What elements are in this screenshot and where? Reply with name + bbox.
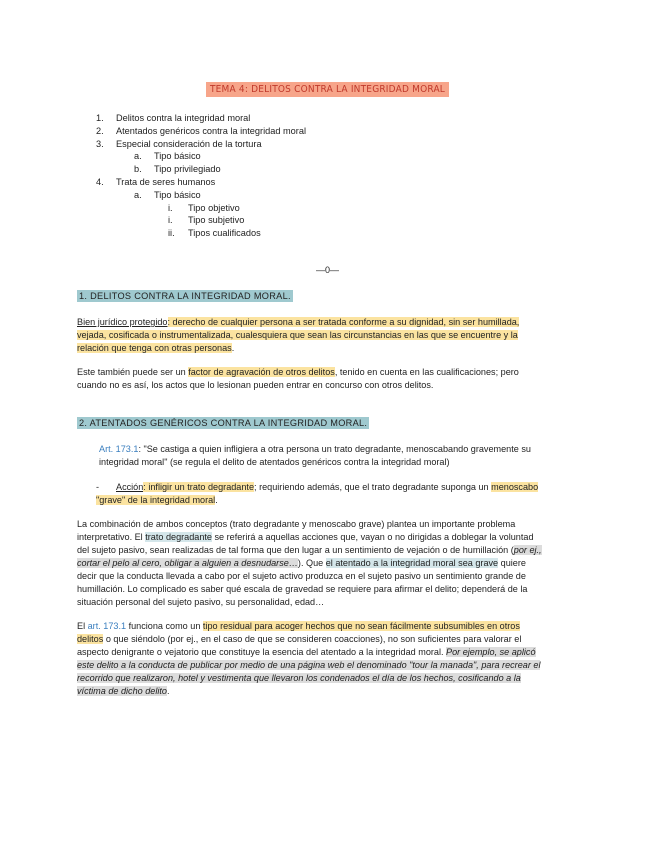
highlight-span: factor de agravación de otros delitos — [188, 367, 335, 377]
toc-item-label: Delitos contra la integridad moral — [116, 113, 251, 123]
toc-item-label: Trata de seres humanos — [116, 176, 216, 187]
example-span: por ej., cortar el pelo al cero, obligar a alguien a desnudarse… — [77, 545, 542, 568]
table-of-contents — [96, 112, 306, 240]
article-text: : "Se castiga a quien infligiera a otra persona un trato degradante, menoscabando gravemente su integridad moral" (se regula el delito de atentados genéricos contra la integridad moral) — [99, 444, 531, 467]
divider: —0— — [315, 265, 339, 275]
text-span: se referirá a aquellas acciones que, vayan o no dirigidas a doblegar la voluntad del sujeto pasivo, sean realizadas de tal forma que den lugar a un sentimiento de vejación o de humillación ( — [77, 532, 534, 555]
toc-item-number: 4. — [96, 176, 104, 187]
toc-item-label: Tipo básico — [154, 189, 201, 200]
text-span: ; requiriendo además, que el trato degradante suponga un — [254, 482, 492, 492]
toc-item — [96, 112, 306, 125]
text-span: ). Que — [297, 558, 326, 568]
toc-item-label: Tipo privilegiado — [154, 164, 221, 175]
text-span: La combinación de ambos conceptos (trato degradante y menoscabo grave) plantea un importante problema interpretativo. El — [77, 519, 516, 542]
section-1-paragraph-bien-juridico: Bien jurídico protegido: derecho de cualquier persona a ser tratada conforme a su dignidad, sin ser humillada, vejada, cosificada o instrumentalizada, cualesquiera que sean las circunstancias en las que se encuentre y la relación que tenga con otras personas. — [77, 317, 520, 353]
text-span: . — [215, 495, 218, 505]
toc-item — [96, 125, 306, 138]
toc-item-number: b. — [134, 164, 142, 175]
article-ref: art. 173.1 — [87, 621, 127, 631]
toc-item-number: 3. — [96, 138, 104, 149]
section-1-paragraph-2 — [77, 366, 547, 392]
toc-item — [96, 176, 306, 189]
toc-item — [96, 227, 306, 240]
toc-item-number: 1. — [96, 113, 104, 123]
toc-item — [96, 163, 306, 176]
section-2-paragraph-4 — [77, 620, 547, 698]
section-2-paragraph-3 — [77, 518, 547, 609]
text-span: funciona como un — [126, 621, 203, 631]
highlight-span: trato degradante — [145, 532, 212, 542]
toc-item — [96, 214, 306, 227]
toc-item-number: ii. — [168, 228, 175, 239]
toc-item-number: i. — [168, 215, 173, 226]
highlight-span: : infligir un trato degradante — [143, 482, 255, 492]
highlight-span: el atentado a la integridad moral sea grave — [325, 558, 499, 568]
bullet-dash: - — [96, 482, 100, 492]
toc-item — [96, 150, 306, 163]
text-span: . — [166, 686, 170, 696]
toc-item-number: a. — [134, 189, 142, 200]
article-173-quote — [99, 443, 549, 469]
bien-juridico-label: Bien jurídico protegido — [77, 317, 168, 327]
section-1-heading: 1. DELITOS CONTRA LA INTEGRIDAD MORAL. — [79, 291, 291, 301]
example-span: Por ejemplo, se aplicó este delito a la conducta de publicar por medio de una página web el denominado "tour la manada", para recrear el recorrido que realizaron, hotel y vestimenta que llevaron los condenados el día de los hechos, cosificando a la víctima de dicho delito — [77, 647, 541, 696]
toc-item-label: Especial consideración de la tortura — [116, 138, 262, 149]
section-2-heading: 2. ATENTADOS GENÉRICOS CONTRA LA INTEGRIDAD MORAL. — [79, 418, 368, 428]
text-span: Este también puede ser un — [77, 367, 189, 377]
text-span: quiere decir que la conducta llevada a cabo por el sujeto activo produzca en el sujeto pasivo un sentimiento grande de humillación. Lo complicado es saber qué escala de gravedad se requiere para afirmar el delito; dependerá de la situación personal del sujeto pasivo, su personalidad, edad… — [77, 558, 528, 607]
toc-item-number: 2. — [96, 125, 104, 136]
toc-item-label: Tipo básico — [154, 151, 201, 162]
highlight-span: tipo residual para acoger hechos que no sean fácilmente subsumibles en otros delitos — [77, 621, 520, 644]
toc-item — [96, 202, 306, 215]
text-span: , tenido en cuenta en las cualificaciones; pero cuando no es así, los actos que lo lesionan pueden entrar en concurso con otros delitos. — [77, 367, 519, 390]
title-wrap — [0, 79, 655, 97]
highlight-span: menoscabo "grave" de la integridad moral — [96, 482, 539, 505]
bullet-accion — [96, 481, 556, 507]
toc-item-label: Tipo objetivo — [188, 202, 240, 213]
toc-item — [96, 189, 306, 202]
toc-item-label: Tipos cualificados — [188, 228, 261, 239]
text-span: El — [77, 621, 88, 631]
toc-item — [96, 138, 306, 151]
text-span: o que siéndolo (por ej., en el caso de que se consideren coacciones), no son suficientes para valorar el aspecto denigrante o vejatorio que constituye la esencia del atentado a la integridad moral. — [77, 634, 522, 657]
toc-item-number: i. — [168, 202, 173, 213]
toc-item-label: Atentados genéricos contra la integridad moral — [116, 125, 306, 136]
document-title: TEMA 4: DELITOS CONTRA LA INTEGRIDAD MORAL — [206, 82, 449, 97]
bien-juridico-text: : derecho de cualquier persona a ser tratada conforme a su dignidad, sin ser humillada, vejada, cosificada o instrumentalizada, cualesquiera que sean las circunstancias en las que se encuentre y la relación que tenga con otras personas — [77, 317, 520, 353]
toc-item-label: Tipo subjetivo — [188, 215, 245, 226]
toc-item-number: a. — [134, 151, 142, 162]
accion-label: Acción — [116, 482, 144, 492]
article-ref: Art. 173.1 — [99, 444, 139, 454]
